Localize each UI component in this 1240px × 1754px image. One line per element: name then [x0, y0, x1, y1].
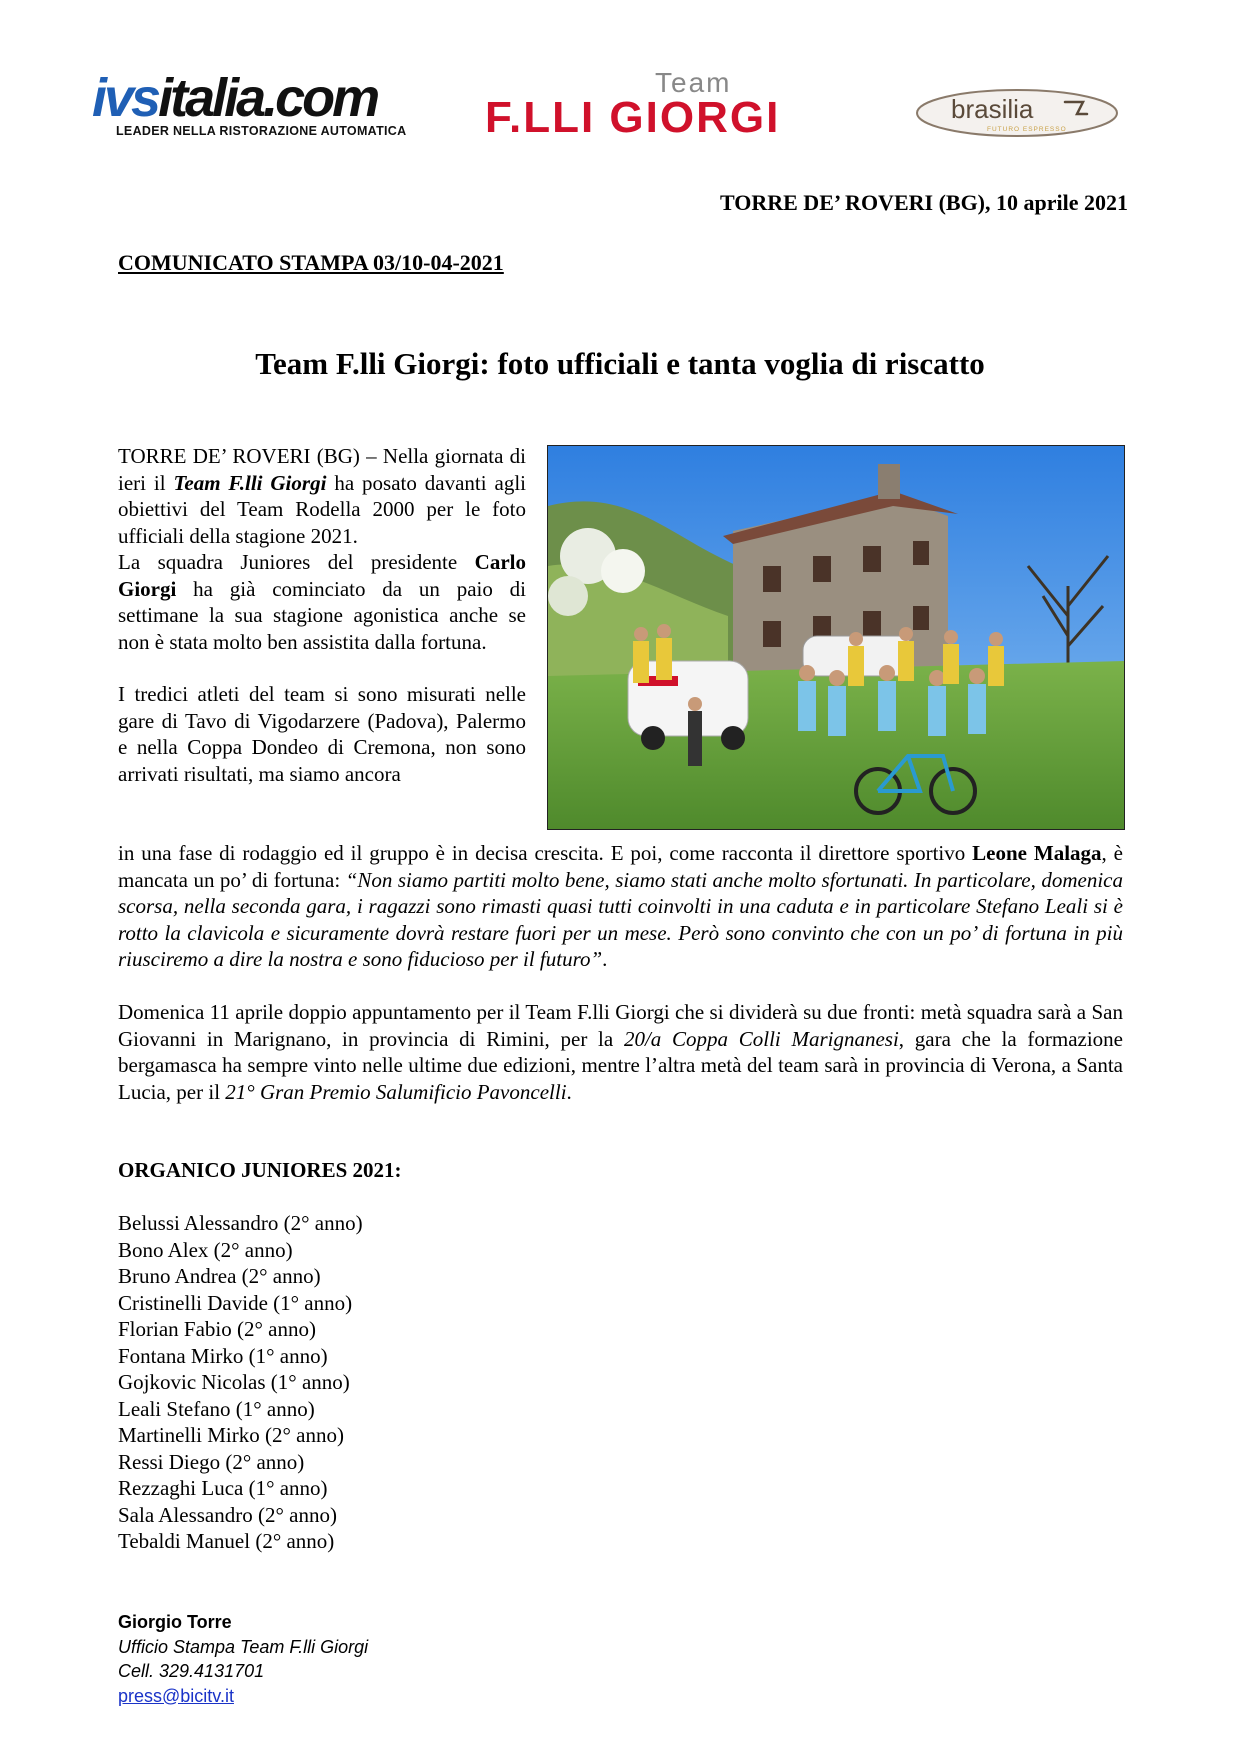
signature-role: Ufficio Stampa Team F.lli Giorgi — [118, 1636, 369, 1657]
team-giorgi-logo-name: F.LLI GIORGI — [485, 93, 781, 142]
continuation-paragraph: in una fase di rodaggio ed il gruppo è in decisa crescita. E poi, come racconta il direttore sportivo Leone Malaga, è mancata un po’ di fortuna: “Non siamo partiti molto bene, siamo stati anche molto sfortunati. In particolare, domenica scorsa, nella seconda gara, i ragazzi sono rimasti quasi tutti coinvolti in una caduta e in particolare Stefano Leali si è rotto la clavicola e sicuramente dovrà restare fuori per un mese. Però sono convinto che con un po’ di fortuna in più riusciremo a dire la nostra e sono fiducioso per il futuro”. — [118, 841, 1124, 971]
intro-column — [118, 443, 526, 787]
signature-phone: Cell. 329.4131701 — [118, 1661, 265, 1681]
headline: Team F.lli Giorgi: foto ufficiali e tanta voglia di riscatto — [255, 346, 985, 381]
race-name-2: 21° Gran Premio Salumificio Pavoncelli — [225, 1079, 567, 1104]
roster-list — [118, 1210, 363, 1555]
brasilia-logo — [915, 88, 1120, 138]
team-giorgi-logo-team: Team — [655, 67, 732, 98]
list-item: Rezzaghi Luca (1° anno) — [118, 1476, 328, 1500]
list-item: Gojkovic Nicolas (1° anno) — [118, 1370, 350, 1394]
director-quote: “Non siamo partiti molto bene, siamo stati anche molto sfortunati. In particolare, domenica scorsa, nella seconda gara, i ragazzi sono rimasti quasi tutti coinvolti in una caduta e in particolare Stefano Leali si è rotto la clavicola e sicuramente dovrà restare fuori per un mese. Però sono convinto che con un po’ di fortuna in più riusciremo a dire la nostra e sono fiducioso per il futuro” — [118, 867, 1123, 971]
ivsitalia-logo-tagline: LEADER NELLA RISTORAZIONE AUTOMATICA — [116, 124, 407, 138]
press-release-number: COMUNICATO STAMPA 03/10-04-2021 — [118, 250, 504, 275]
brasilia-logo-tagline: FUTURO ESPRESSO — [987, 126, 1067, 133]
signature-email-link[interactable]: press@bicitv.it — [118, 1685, 234, 1706]
ivsitalia-logo — [92, 70, 422, 150]
list-item: Leali Stefano (1° anno) — [118, 1396, 315, 1421]
team-photo — [547, 445, 1125, 830]
list-item: Bruno Andrea (2° anno) — [118, 1264, 321, 1288]
list-item: Florian Fabio (2° anno) — [118, 1317, 316, 1341]
race-name-1: 20/a Coppa Colli Marignanesi — [623, 1026, 899, 1051]
list-item: Ressi Diego (2° anno) — [118, 1449, 305, 1474]
intro-paragraph-1: TORRE DE’ ROVERI (BG) – Nella giornata di ieri il Team F.lli Giorgi ha posato davanti agli obiettivi del Team Rodella 2000 per le foto ufficiali della stagione 2021. — [118, 444, 526, 548]
signature-block — [118, 1610, 368, 1708]
intro-paragraph-3: I tredici atleti del team si sono misurati nelle gare di Tavo di Vigodarzere (Padova), Palermo e nella Coppa Dondeo di Cremona, non sono arrivati risultati, ma siamo ancora — [118, 682, 526, 786]
team-photo-illustration — [548, 446, 1124, 829]
ivsitalia-logo-wordmark: ivsitalia.com — [92, 68, 378, 128]
list-item: Sala Alessandro (2° anno) — [118, 1502, 337, 1527]
list-item: Martinelli Mirko (2° anno) — [118, 1423, 344, 1447]
signature-name: Giorgio Torre — [118, 1612, 232, 1632]
list-item: Bono Alex (2° anno) — [118, 1237, 293, 1262]
schedule-paragraph: Domenica 11 aprile doppio appuntamento per il Team F.lli Giorgi che si dividerà su due fronti: metà squadra sarà a San Giovanni in Marignano, in provincia di Rimini, per la 20/a Coppa Colli Marignanesi, gara che la formazione bergamasca ha sempre vinto nelle ultime due edizioni, mentre l’altra metà del team sarà in provincia di Verona, a Santa Lucia, per il 21° Gran Premio Salumificio Pavoncelli. — [118, 1000, 1123, 1104]
brasilia-logo-graphic — [915, 88, 1120, 138]
intro-paragraph-2: La squadra Juniores del presidente Carlo Giorgi ha già cominciato da un paio di settimane la sua stagione agonistica anche se non è stata molto ben assistita dalla fortuna. — [118, 550, 526, 654]
brasilia-logo-name: brasilia — [951, 94, 1034, 124]
team-giorgi-logo — [485, 67, 785, 142]
list-item: Belussi Alessandro (2° anno) — [118, 1211, 363, 1235]
roster-title: ORGANICO JUNIORES 2021: — [118, 1158, 402, 1182]
list-item: Fontana Mirko (1° anno) — [118, 1343, 328, 1368]
list-item: Tebaldi Manuel (2° anno) — [118, 1529, 335, 1553]
dateline: TORRE DE’ ROVERI (BG), 10 aprile 2021 — [719, 190, 1128, 215]
list-item: Cristinelli Davide (1° anno) — [118, 1290, 353, 1315]
